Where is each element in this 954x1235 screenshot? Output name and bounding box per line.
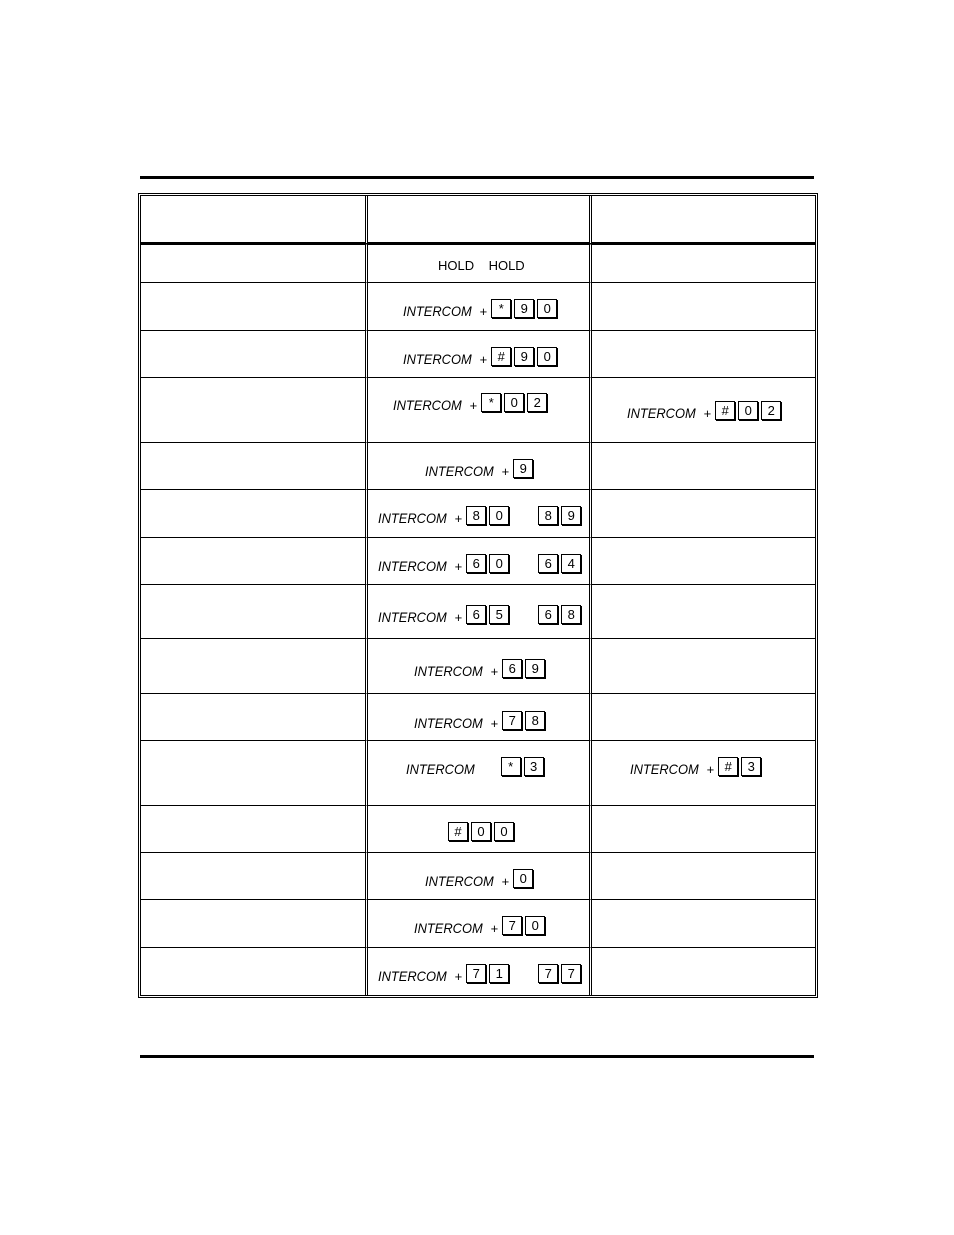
table-cell [141,330,365,377]
key-sequence [630,757,764,777]
table-cell [141,693,365,740]
table-cell [589,442,815,489]
dial-key: 6 [466,554,486,573]
dial-key: # [491,347,511,366]
table-cell [141,282,365,330]
dial-key: 6 [466,605,486,624]
intercom-label: INTERCOM [378,558,447,574]
table-cell [365,693,589,740]
dial-key: 0 [738,401,758,420]
table-cell [589,537,815,584]
key-sequence [425,459,536,479]
table-cell [141,740,365,805]
key-sequence [378,964,584,984]
key-sequence [406,757,547,777]
table-cell [141,899,365,947]
dial-key: 0 [471,822,491,841]
table-row [141,638,815,693]
dial-key: 8 [466,506,486,525]
table-cell [141,852,365,899]
dial-key: 7 [502,711,522,730]
dial-key: 8 [525,711,545,730]
key-sequence [378,506,584,526]
intercom-label: INTERCOM [630,761,699,777]
dial-key: 6 [502,659,522,678]
dial-key: 9 [561,506,581,525]
dial-key: 0 [537,299,557,318]
dial-key: * [501,757,521,776]
dial-key: # [715,401,735,420]
table-cell [589,330,815,377]
table-cell [365,377,589,442]
intercom-label: INTERCOM [378,510,447,526]
header-cell [141,196,365,244]
dial-key: 9 [525,659,545,678]
dial-key: * [491,299,511,318]
key-sequence [403,299,560,319]
table-header-row [141,196,815,244]
key-sequence [414,659,548,679]
table-cell [365,947,589,995]
table-cell [589,947,815,995]
dial-key: * [481,393,501,412]
table-row [141,852,815,899]
key-sequence [438,257,525,273]
dial-key: 8 [561,605,581,624]
table-row [141,442,815,489]
plus-sign: + [454,610,463,625]
table-cell [589,740,815,805]
table-cell [365,244,589,282]
intercom-label: INTERCOM [403,351,472,367]
dial-key: 3 [524,757,544,776]
dial-key: 3 [741,757,761,776]
bottom-rule [140,1055,814,1058]
key-sequence [414,916,548,936]
key-sequence [403,347,560,367]
dial-key: 6 [538,605,558,624]
dial-key: 9 [514,347,534,366]
table-cell [365,899,589,947]
table-cell [589,638,815,693]
plus-sign: + [490,921,499,936]
dial-key: 7 [466,964,486,983]
table-row [141,947,815,995]
plus-sign: + [706,762,715,777]
table-row [141,899,815,947]
plus-sign: + [501,874,510,889]
table-cell [365,282,589,330]
table-cell [365,805,589,852]
key-sequence [425,869,536,889]
plus-sign: + [479,352,488,367]
table-cell [141,442,365,489]
plus-sign: + [490,664,499,679]
table-row [141,282,815,330]
key-sequence [627,401,784,421]
key-sequence [393,393,550,413]
plus-sign: + [490,716,499,731]
header-cell [365,196,589,244]
dial-key: 1 [489,964,509,983]
table-cell [589,693,815,740]
table-row [141,584,815,638]
dial-key: 9 [513,459,533,478]
key-sequence [378,605,584,625]
table-cell [365,537,589,584]
table-cell [365,740,589,805]
intercom-label: INTERCOM [406,761,475,777]
table-row [141,537,815,584]
intercom-label: INTERCOM [378,968,447,984]
dial-key: # [718,757,738,776]
table-cell [589,852,815,899]
dial-key: 0 [504,393,524,412]
dial-key: 5 [489,605,509,624]
table-cell [365,442,589,489]
plus-sign: + [454,559,463,574]
dial-key: 0 [537,347,557,366]
plus-sign: + [454,511,463,526]
intercom-label: INTERCOM [425,873,494,889]
table-cell [141,377,365,442]
dial-key: 6 [538,554,558,573]
table-cell [589,282,815,330]
dial-key: 7 [538,964,558,983]
dial-key: # [448,822,468,841]
intercom-label: INTERCOM [414,920,483,936]
plus-sign: + [469,398,478,413]
table-cell [589,377,815,442]
table-cell [365,852,589,899]
table-cell [141,489,365,537]
dial-key: 0 [494,822,514,841]
table-cell [589,584,815,638]
table-row [141,693,815,740]
table-row [141,805,815,852]
table-row [141,377,815,442]
table-cell [141,805,365,852]
hold-text: HOLD HOLD [438,258,525,273]
table-cell [589,805,815,852]
dial-key: 0 [489,554,509,573]
intercom-label: INTERCOM [393,397,462,413]
dial-key: 0 [525,916,545,935]
intercom-label: INTERCOM [414,663,483,679]
dial-key: 2 [527,393,547,412]
table-cell [365,584,589,638]
dial-key: 9 [514,299,534,318]
dial-key: 7 [502,916,522,935]
plus-sign: + [454,969,463,984]
table-cell [141,537,365,584]
dial-key: 2 [761,401,781,420]
table-cell [141,638,365,693]
feature-code-table [140,195,816,996]
table-cell [365,330,589,377]
intercom-label: INTERCOM [414,715,483,731]
dial-key: 0 [489,506,509,525]
table-row [141,330,815,377]
table-row [141,740,815,805]
table-row [141,244,815,282]
key-sequence [448,822,517,842]
header-cell [589,196,815,244]
plus-sign: + [501,464,510,479]
key-sequence [378,554,584,574]
dial-key: 4 [561,554,581,573]
table-cell [589,489,815,537]
table-cell [365,638,589,693]
table-cell [365,489,589,537]
table-row [141,489,815,537]
table-cell [589,899,815,947]
dial-key: 0 [513,869,533,888]
plus-sign: + [703,406,712,421]
key-sequence [414,711,548,731]
intercom-label: INTERCOM [378,609,447,625]
intercom-label: INTERCOM [403,303,472,319]
dial-key: 8 [538,506,558,525]
plus-sign: + [479,304,488,319]
top-rule [140,176,814,179]
table-cell [589,244,815,282]
table-cell [141,947,365,995]
table-cell [141,584,365,638]
intercom-label: INTERCOM [627,405,696,421]
intercom-label: INTERCOM [425,463,494,479]
dial-key: 7 [561,964,581,983]
table-cell [141,244,365,282]
